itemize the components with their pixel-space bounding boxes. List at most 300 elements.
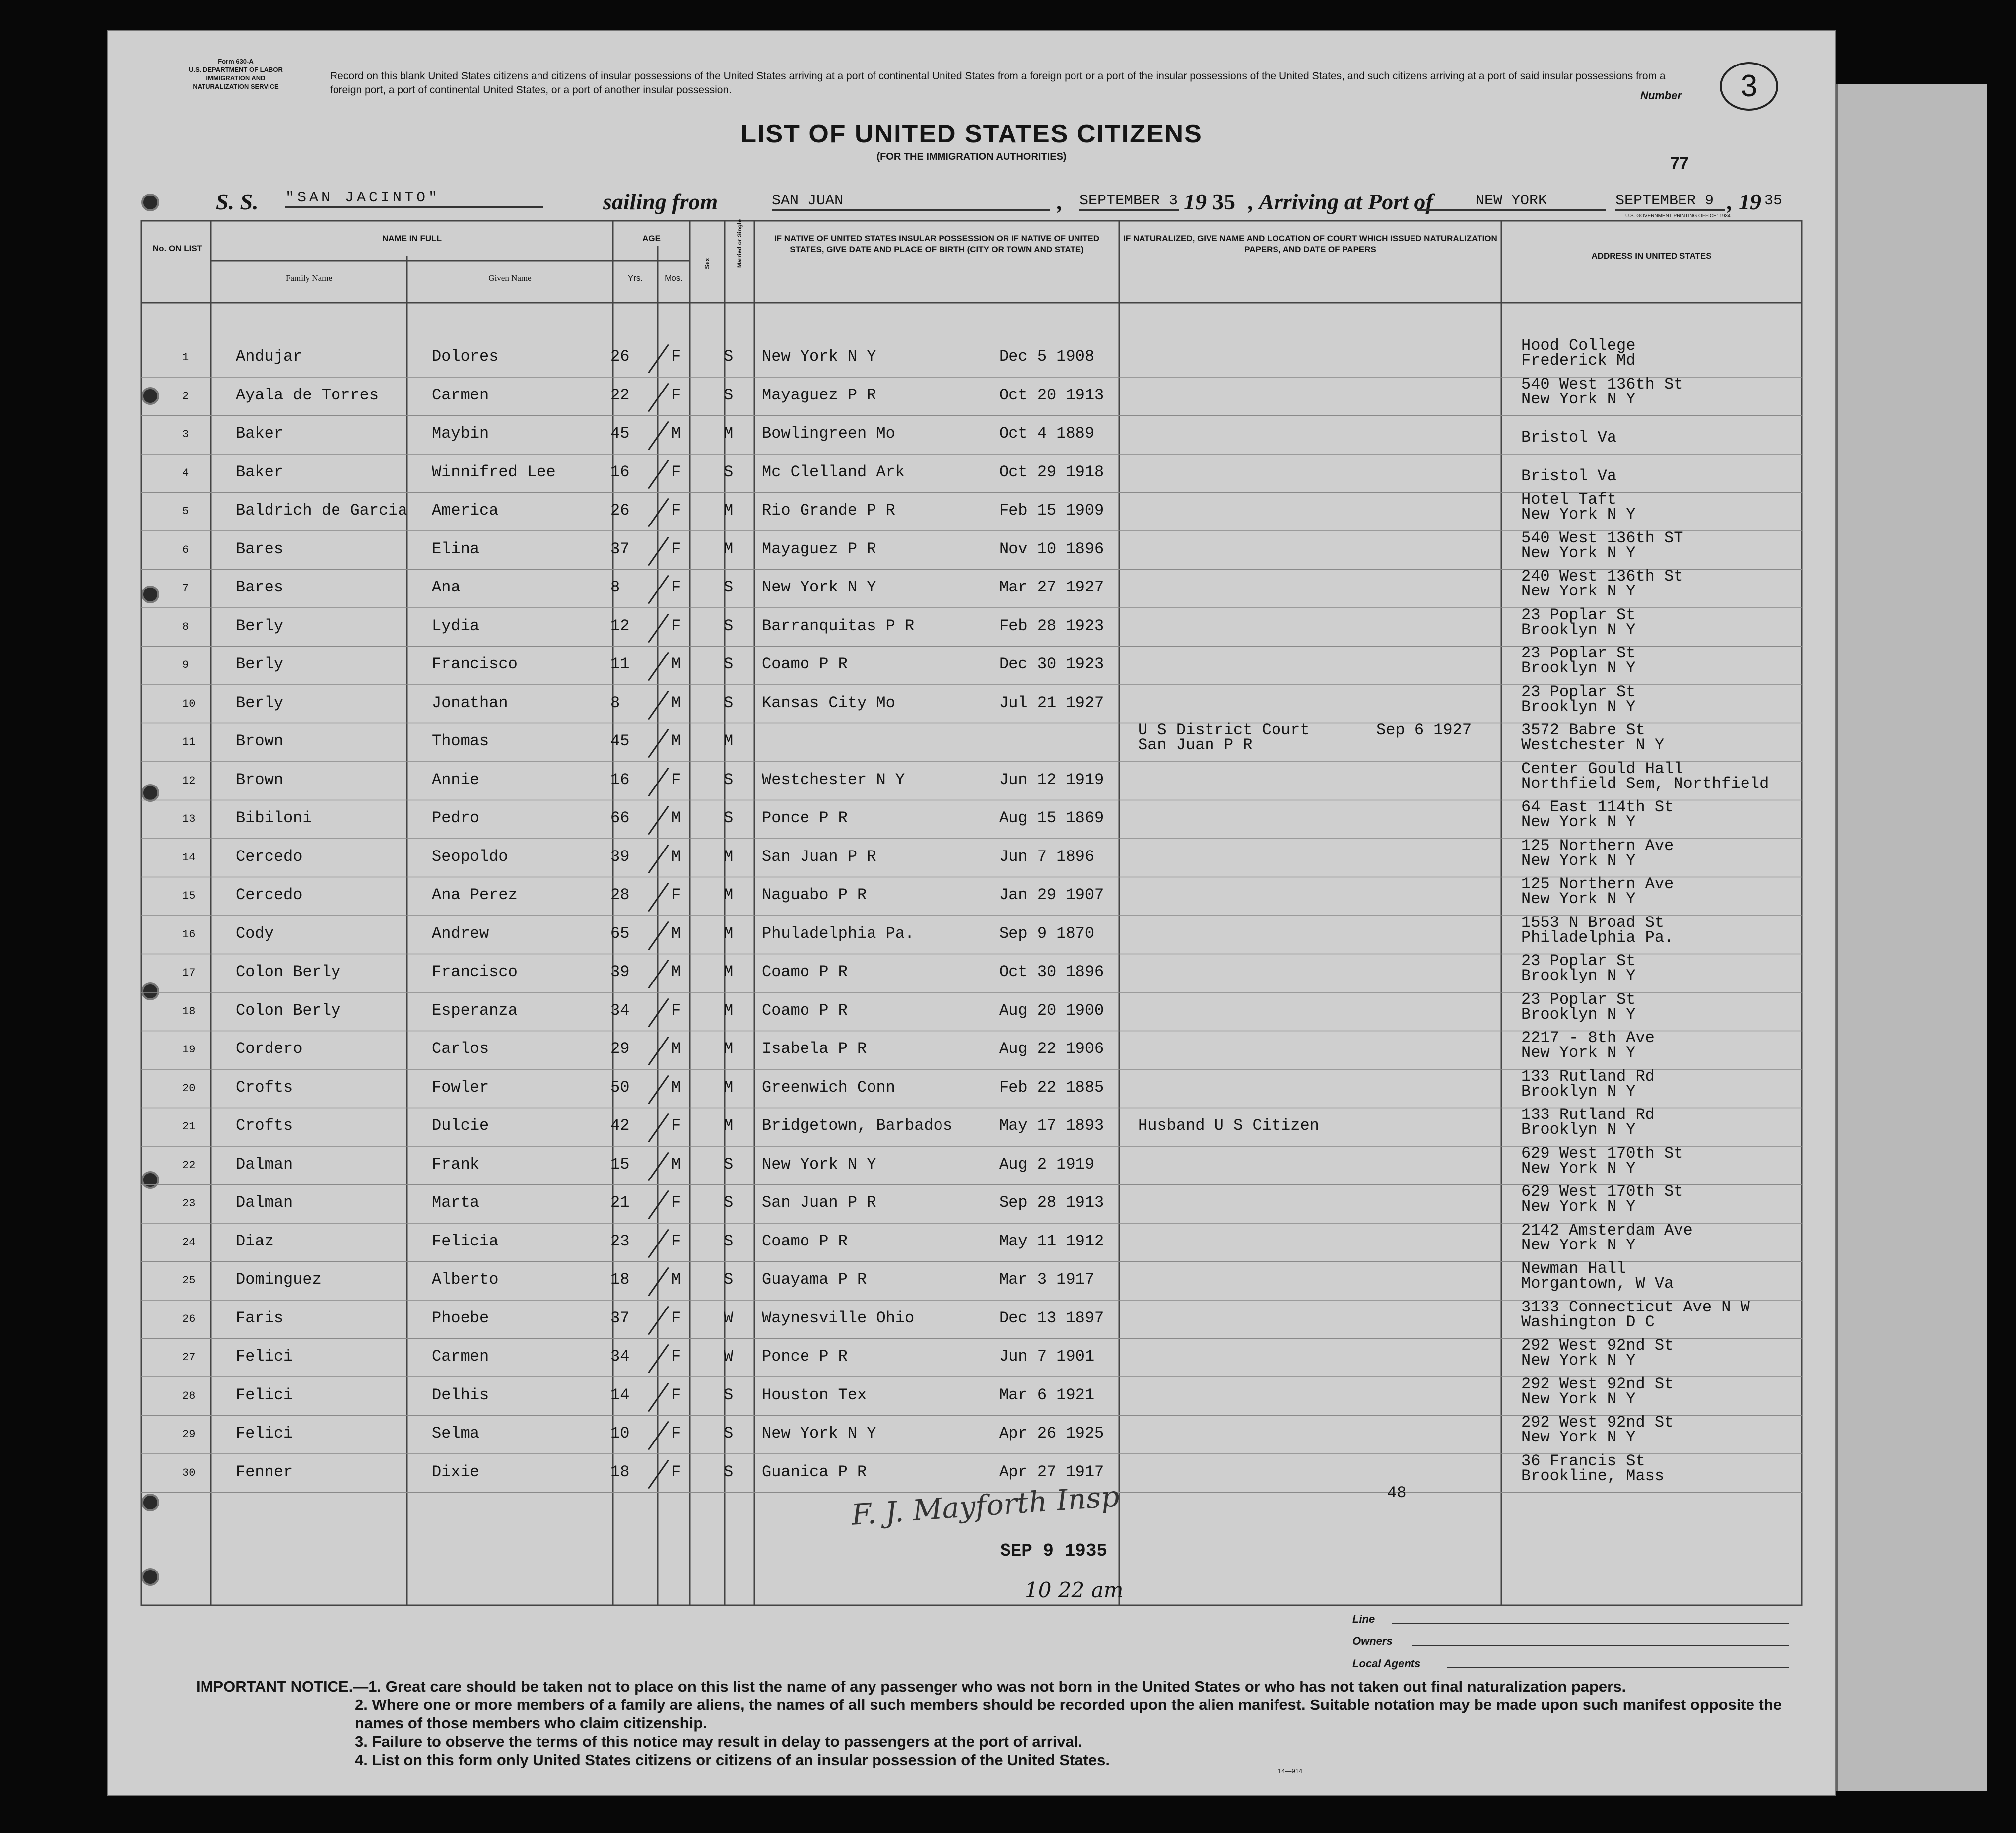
age-years: 8 — [610, 578, 620, 596]
row-number: 22 — [182, 1159, 196, 1172]
given-name: Ana Perez — [432, 886, 518, 904]
sex: F — [672, 1232, 681, 1250]
owners-rule — [1412, 1645, 1789, 1646]
family-name: Felici — [236, 1424, 293, 1442]
row-number: 16 — [182, 928, 196, 941]
year-to: 35 — [1764, 193, 1783, 209]
age-years: 65 — [610, 924, 630, 943]
sex: F — [672, 578, 681, 596]
notice-4: 4. List on this form only United States citizens or citizens of an insular possession of the United States. — [355, 1751, 1110, 1768]
inspector-signature: F. J. Mayforth Insp — [850, 1479, 1121, 1532]
birth-place: Ponce P R — [762, 809, 848, 827]
address-line-2: Brooklyn N Y — [1521, 620, 1636, 639]
header-age: AGE — [642, 234, 661, 243]
birth-date: Dec 30 1923 — [999, 655, 1104, 673]
address-line-1: 2217 - 8th Ave — [1521, 1029, 1655, 1047]
given-name: America — [432, 501, 499, 520]
age-years: 45 — [610, 732, 630, 750]
address-line-1: 125 Northern Ave — [1521, 836, 1674, 855]
address-line-1: 36 Francis St — [1521, 1451, 1645, 1470]
row-number: 21 — [182, 1120, 196, 1133]
address-line-2: Brooklyn N Y — [1521, 1120, 1636, 1139]
age-years: 45 — [610, 424, 630, 443]
birth-place: Kansas City Mo — [762, 693, 895, 712]
given-name: Jonathan — [432, 693, 508, 712]
check-mark — [648, 575, 669, 604]
address-line-2: New York N Y — [1521, 1351, 1636, 1370]
line-label: Line — [1352, 1613, 1375, 1625]
given-name: Carmen — [432, 386, 489, 404]
birth-place: Ponce P R — [762, 1347, 848, 1366]
address-line-2: New York N Y — [1521, 1197, 1636, 1216]
birth-date: Oct 20 1913 — [999, 386, 1104, 404]
check-mark — [648, 1113, 669, 1142]
header-mos: Mos. — [665, 273, 683, 283]
naturalization-court: Husband U S Citizen — [1138, 1116, 1319, 1135]
birth-place: Mc Clelland Ark — [762, 462, 905, 481]
birth-place: New York N Y — [762, 1424, 876, 1442]
birth-place: San Juan P R — [762, 1193, 876, 1212]
sex: M — [672, 924, 681, 943]
given-name: Seopoldo — [432, 847, 508, 866]
birth-place: New York N Y — [762, 347, 876, 366]
address-line-2: Philadelphia Pa. — [1521, 928, 1674, 947]
check-mark — [648, 844, 669, 873]
marital-status: M — [724, 1116, 734, 1135]
marital-status: S — [724, 809, 734, 827]
age-years: 39 — [610, 963, 630, 981]
address-line-2: Brooklyn N Y — [1521, 659, 1636, 677]
address-line-1: Newman Hall — [1521, 1259, 1626, 1278]
row-number: 19 — [182, 1044, 196, 1056]
address-line-1: 23 Poplar St — [1521, 682, 1636, 701]
marital-status: W — [724, 1309, 734, 1327]
birth-place: Bridgetown, Barbados — [762, 1116, 953, 1135]
sex: F — [672, 1385, 681, 1404]
birth-place: Houston Tex — [762, 1385, 867, 1404]
birth-place: New York N Y — [762, 1155, 876, 1174]
year-to-prefix: , 19 — [1727, 189, 1761, 214]
check-mark — [648, 383, 669, 412]
row-number: 7 — [182, 582, 189, 594]
age-years: 16 — [610, 462, 630, 481]
given-name: Pedro — [432, 809, 480, 827]
year-from-prefix: 19 — [1184, 189, 1207, 214]
given-name: Alberto — [432, 1270, 499, 1289]
birth-date: Mar 6 1921 — [999, 1385, 1095, 1404]
given-name: Carmen — [432, 1347, 489, 1366]
row-number: 9 — [182, 659, 189, 671]
given-name: Andrew — [432, 924, 489, 943]
page-count: 48 — [1387, 1484, 1407, 1502]
notice-3: 3. Failure to observe the terms of this notice may result in delay to passengers at the port of arrival. — [355, 1733, 1083, 1750]
header-no: No. ON LIST — [152, 244, 202, 253]
row-number: 10 — [182, 697, 196, 710]
page-title: LIST OF UNITED STATES CITIZENS — [740, 120, 1203, 148]
family-name: Baldrich de Garcia — [236, 501, 407, 520]
address-line-1: 629 West 170th St — [1521, 1144, 1683, 1163]
address-line-2: New York N Y — [1521, 813, 1636, 831]
row-number: 29 — [182, 1428, 196, 1440]
marital-status: M — [724, 1040, 734, 1058]
birth-place: Coamo P R — [762, 655, 848, 673]
date-to: SEPTEMBER 9 — [1615, 193, 1725, 211]
address-line-2: Washington D C — [1521, 1312, 1655, 1331]
table-row — [107, 424, 1836, 463]
address-line-1: 125 Northern Ave — [1521, 875, 1674, 893]
check-mark — [648, 421, 669, 450]
address-line-2: Brooklyn N Y — [1521, 697, 1636, 716]
marital-status: S — [724, 1270, 734, 1289]
birth-date: Jun 12 1919 — [999, 770, 1104, 789]
birth-place: Coamo P R — [762, 1232, 848, 1250]
age-years: 22 — [610, 386, 630, 404]
sex: M — [672, 847, 681, 866]
address-line-1: 629 West 170th St — [1521, 1182, 1683, 1201]
address-line-2: Morgantown, W Va — [1521, 1274, 1674, 1293]
age-years: 50 — [610, 1078, 630, 1097]
agents-label: Local Agents — [1352, 1657, 1421, 1670]
birth-date: Mar 27 1927 — [999, 578, 1104, 596]
sailing-label: sailing from — [603, 189, 718, 214]
row-number: 1 — [182, 351, 189, 364]
marital-status: M — [724, 501, 734, 520]
ss-label: S. S. — [216, 189, 259, 214]
given-name: Carlos — [432, 1040, 489, 1058]
address-line-2: New York N Y — [1521, 582, 1636, 600]
form-number: Form 630-A — [218, 58, 254, 65]
stamp-date: SEP 9 1935 — [1000, 1541, 1108, 1561]
row-number: 28 — [182, 1389, 196, 1402]
address-line-1: 3572 Babre St — [1521, 721, 1645, 739]
age-years: 42 — [610, 1116, 630, 1135]
family-name: Andujar — [236, 347, 303, 366]
address-line-2: New York N Y — [1521, 390, 1636, 408]
table-row — [107, 375, 1836, 425]
address-line-1: 23 Poplar St — [1521, 990, 1636, 1009]
address-line-1: Center Gould Hall — [1521, 759, 1683, 778]
birth-date: Jul 21 1927 — [999, 693, 1104, 712]
age-years: 18 — [610, 1462, 630, 1481]
service-line-2: NATURALIZATION SERVICE — [193, 83, 279, 90]
family-name: Bares — [236, 578, 284, 596]
family-name: Cordero — [236, 1040, 303, 1058]
address-line-2: Brooklyn N Y — [1521, 1082, 1636, 1101]
check-mark — [648, 882, 669, 912]
check-mark — [648, 767, 669, 796]
birth-date: Oct 30 1896 — [999, 963, 1104, 981]
sex: M — [672, 809, 681, 827]
address-line-2: Brooklyn N Y — [1521, 1005, 1636, 1024]
sex: F — [672, 347, 681, 366]
family-name: Diaz — [236, 1232, 274, 1250]
sex: F — [672, 386, 681, 404]
marital-status: S — [724, 655, 734, 673]
sex: F — [672, 616, 681, 635]
row-number: 2 — [182, 390, 189, 402]
birth-date: Jan 29 1907 — [999, 886, 1104, 904]
row-number: 8 — [182, 620, 189, 633]
check-mark — [648, 344, 669, 373]
row-number: 26 — [182, 1312, 196, 1325]
row-number: 5 — [182, 505, 189, 518]
address-line-2: New York N Y — [1521, 1389, 1636, 1408]
given-name: Marta — [432, 1193, 480, 1212]
row-number: 15 — [182, 890, 196, 902]
given-name: Maybin — [432, 424, 489, 443]
address-line-1: Hotel Taft — [1521, 490, 1617, 509]
family-name: Berly — [236, 616, 284, 635]
sex: M — [672, 655, 681, 673]
marital-status: S — [724, 1424, 734, 1442]
marital-status: M — [724, 1001, 734, 1020]
address-line-1: 1553 N Broad St — [1521, 913, 1665, 932]
given-name: Francisco — [432, 655, 518, 673]
sex: F — [672, 886, 681, 904]
family-name: Cercedo — [236, 847, 303, 866]
header-married: Married or Single — [736, 219, 743, 268]
address-line-1: 64 East 114th St — [1521, 798, 1674, 816]
given-name: Dulcie — [432, 1116, 489, 1135]
address-line-2: New York N Y — [1521, 1236, 1636, 1254]
page-reference: 77 — [1670, 154, 1689, 173]
printing-office: U.S. GOVERNMENT PRINTING OFFICE: 1934 — [1625, 213, 1731, 219]
sex: M — [672, 424, 681, 443]
family-name: Crofts — [236, 1078, 293, 1097]
birth-place: Greenwich Conn — [762, 1078, 895, 1097]
birth-place: Naguabo P R — [762, 886, 867, 904]
age-years: 21 — [610, 1193, 630, 1212]
check-mark — [648, 1229, 669, 1258]
marital-status: S — [724, 578, 734, 596]
row-number: 14 — [182, 851, 196, 864]
owners-label: Owners — [1352, 1635, 1393, 1647]
header-given-name: Given Name — [488, 273, 532, 283]
family-name: Ayala de Torres — [236, 386, 379, 404]
address-line-1: 23 Poplar St — [1521, 605, 1636, 624]
sex: M — [672, 732, 681, 750]
address-line-1: 133 Rutland Rd — [1521, 1067, 1655, 1086]
age-years: 18 — [610, 1270, 630, 1289]
address-line-2: Northfield Sem, Northfield — [1521, 774, 1769, 793]
given-name: Elina — [432, 539, 480, 558]
address-line-1: Hood College — [1521, 336, 1636, 355]
sex: M — [672, 963, 681, 981]
given-name: Dixie — [432, 1462, 480, 1481]
family-name: Dalman — [236, 1155, 293, 1174]
age-years: 10 — [610, 1424, 630, 1442]
birth-place: Barranquitas P R — [762, 616, 915, 635]
birth-date: Apr 27 1917 — [999, 1462, 1104, 1481]
birth-place: Westchester N Y — [762, 770, 905, 789]
address-line-2: Westchester N Y — [1521, 736, 1665, 754]
age-years: 28 — [610, 886, 630, 904]
line-rule — [1392, 1623, 1789, 1624]
row-number: 30 — [182, 1466, 196, 1479]
given-name: Thomas — [432, 732, 489, 750]
birth-date: Aug 22 1906 — [999, 1040, 1104, 1058]
age-years: 15 — [610, 1155, 630, 1174]
naturalization-location: San Juan P R — [1138, 736, 1253, 754]
marital-status: M — [724, 539, 734, 558]
check-mark — [648, 1421, 669, 1450]
birth-place: Mayaguez P R — [762, 539, 876, 558]
check-mark — [648, 459, 669, 489]
given-name: Selma — [432, 1424, 480, 1442]
age-years: 11 — [610, 655, 630, 673]
marital-status: S — [724, 1232, 734, 1250]
given-name: Esperanza — [432, 1001, 518, 1020]
address-line-2: New York N Y — [1521, 1159, 1636, 1178]
age-years: 8 — [610, 693, 620, 712]
birth-date: Mar 3 1917 — [999, 1270, 1095, 1289]
address-line-1: 292 West 92nd St — [1521, 1336, 1674, 1355]
arriving-label: , Arriving at Port of — [1248, 189, 1433, 214]
row-number: 27 — [182, 1351, 196, 1364]
marital-status: S — [724, 1385, 734, 1404]
address-line-2: Brooklyn N Y — [1521, 967, 1636, 985]
check-mark — [648, 1152, 669, 1181]
family-name: Brown — [236, 732, 284, 750]
row-number: 4 — [182, 466, 189, 479]
check-mark — [648, 1075, 669, 1104]
given-name: Felicia — [432, 1232, 499, 1250]
given-name: Delhis — [432, 1385, 489, 1404]
sex: M — [672, 1040, 681, 1058]
check-mark — [648, 613, 669, 643]
marital-status: M — [724, 847, 734, 866]
page-subtitle: (FOR THE IMMIGRATION AUTHORITIES) — [876, 151, 1067, 162]
record-instructions: Record on this blank United States citizens and citizens of insular possessions of the United States arriving at a port of continental United States from a foreign port or a port of the insular possessions of the United States, and such citizens arriving at a port of said insular possessions from a foreign port, a port of continental United States, or a port of another insular possession. — [330, 70, 1666, 96]
marital-status: S — [724, 462, 734, 481]
check-mark — [648, 690, 669, 720]
important-notice — [196, 1677, 1809, 1769]
given-name: Fowler — [432, 1078, 489, 1097]
header-family-name: Family Name — [285, 273, 332, 283]
address-line-2: New York N Y — [1521, 890, 1636, 908]
marital-status: S — [724, 1155, 734, 1174]
sex: M — [672, 693, 681, 712]
birth-date: Oct 29 1918 — [999, 462, 1104, 481]
family-name: Bares — [236, 539, 284, 558]
birth-date: Jun 7 1896 — [999, 847, 1095, 866]
stamp-time: 10 22 am — [1025, 1578, 1124, 1602]
check-mark — [648, 921, 669, 950]
birth-place: Waynesville Ohio — [762, 1309, 915, 1327]
sex: M — [672, 1078, 681, 1097]
family-name: Dominguez — [236, 1270, 322, 1289]
row-number: 24 — [182, 1236, 196, 1248]
row-number: 20 — [182, 1082, 196, 1095]
marital-status: M — [724, 924, 734, 943]
family-name: Berly — [236, 655, 284, 673]
marital-status: S — [724, 693, 734, 712]
check-mark — [648, 1382, 669, 1412]
row-number: 12 — [182, 774, 196, 787]
address-line-1: 292 West 92nd St — [1521, 1375, 1674, 1393]
row-number: 18 — [182, 1005, 196, 1018]
birth-place: Rio Grande P R — [762, 501, 895, 520]
given-name: Frank — [432, 1155, 480, 1174]
birth-date: Dec 5 1908 — [999, 347, 1095, 366]
row-number: 13 — [182, 813, 196, 825]
form-code: 14—914 — [1278, 1768, 1303, 1775]
check-mark — [648, 1306, 669, 1335]
row-number: 23 — [182, 1197, 196, 1210]
age-years: 26 — [610, 501, 630, 520]
birth-date: Feb 15 1909 — [999, 501, 1104, 520]
check-mark — [648, 536, 669, 566]
naturalization-date: Sep 6 1927 — [1376, 721, 1472, 739]
family-name: Faris — [236, 1309, 284, 1327]
header-name-in-full: NAME IN FULL — [382, 234, 442, 243]
age-years: 29 — [610, 1040, 630, 1058]
birth-place: New York N Y — [762, 578, 876, 596]
family-name: Felici — [236, 1385, 293, 1404]
notice-2: 2. Where one or more members of a family are aliens, the names of all such members should be recorded upon the alien manifest. Suitable notation may be made upon such manifest opposite the names of those members who claim citizenship. — [355, 1696, 1782, 1732]
birth-date: Aug 2 1919 — [999, 1155, 1095, 1174]
check-mark — [648, 1190, 669, 1219]
service-line-1: IMMIGRATION AND — [206, 74, 266, 82]
age-years: 26 — [610, 347, 630, 366]
address-line-1: 3133 Connecticut Ave N W — [1521, 1298, 1750, 1316]
check-mark — [648, 1267, 669, 1296]
birth-date: Feb 22 1885 — [999, 1078, 1104, 1097]
sex: F — [672, 462, 681, 481]
birth-place: Guayama P R — [762, 1270, 867, 1289]
marital-status: M — [724, 732, 734, 750]
family-name: Berly — [236, 693, 284, 712]
age-years: 23 — [610, 1232, 630, 1250]
sex: F — [672, 501, 681, 520]
marital-status: S — [724, 386, 734, 404]
header-address: ADDRESS IN UNITED STATES — [1591, 251, 1712, 261]
marital-status: S — [724, 770, 734, 789]
family-name: Felici — [236, 1347, 293, 1366]
birth-place: Guanica P R — [762, 1462, 867, 1481]
birth-date: Feb 28 1923 — [999, 616, 1104, 635]
family-name: Dalman — [236, 1193, 293, 1212]
date-from: SEPTEMBER 3 — [1079, 193, 1179, 211]
birth-place: San Juan P R — [762, 847, 876, 866]
birth-date: Dec 13 1897 — [999, 1309, 1104, 1327]
family-name: Colon Berly — [236, 963, 341, 981]
family-name: Brown — [236, 770, 284, 789]
header-naturalized: IF NATURALIZED, GIVE NAME AND LOCATION OF COURT WHICH ISSUED NATURALIZATION PAPERS, AND DATE OF PAPERS — [1123, 234, 1497, 254]
port-to: NEW YORK — [1417, 193, 1606, 211]
check-mark — [648, 728, 669, 758]
header-yrs: Yrs. — [627, 273, 643, 283]
sex: F — [672, 1116, 681, 1135]
notice-1: —1. Great care should be taken not to place on this list the name of any passenger who was not born in the United States or who has not taken out final naturalization papers. — [353, 1678, 1626, 1695]
row-number: 25 — [182, 1274, 196, 1287]
given-name: Ana — [432, 578, 461, 596]
sex: F — [672, 1309, 681, 1327]
address-line-1: 292 West 92nd St — [1521, 1413, 1674, 1432]
birth-date: Aug 15 1869 — [999, 809, 1104, 827]
family-name: Crofts — [236, 1116, 293, 1135]
family-name: Baker — [236, 424, 284, 443]
address-line-1: 23 Poplar St — [1521, 644, 1636, 662]
birth-place: Coamo P R — [762, 963, 848, 981]
ship-name: "SAN JACINTO" — [285, 190, 543, 208]
birth-date: May 11 1912 — [999, 1232, 1104, 1250]
header-place: IF NATIVE OF UNITED STATES INSULAR POSSESSION OR IF NATIVE OF UNITED STATES, GIVE DATE AND PLACE OF BIRTH (CITY OR TOWN AND STATE) — [774, 234, 1100, 254]
address-line-2: Frederick Md — [1521, 351, 1636, 370]
address-line-1: 2142 Amsterdam Ave — [1521, 1221, 1693, 1240]
age-years: 37 — [610, 539, 630, 558]
address-line-2: Bristol Va — [1521, 466, 1617, 485]
